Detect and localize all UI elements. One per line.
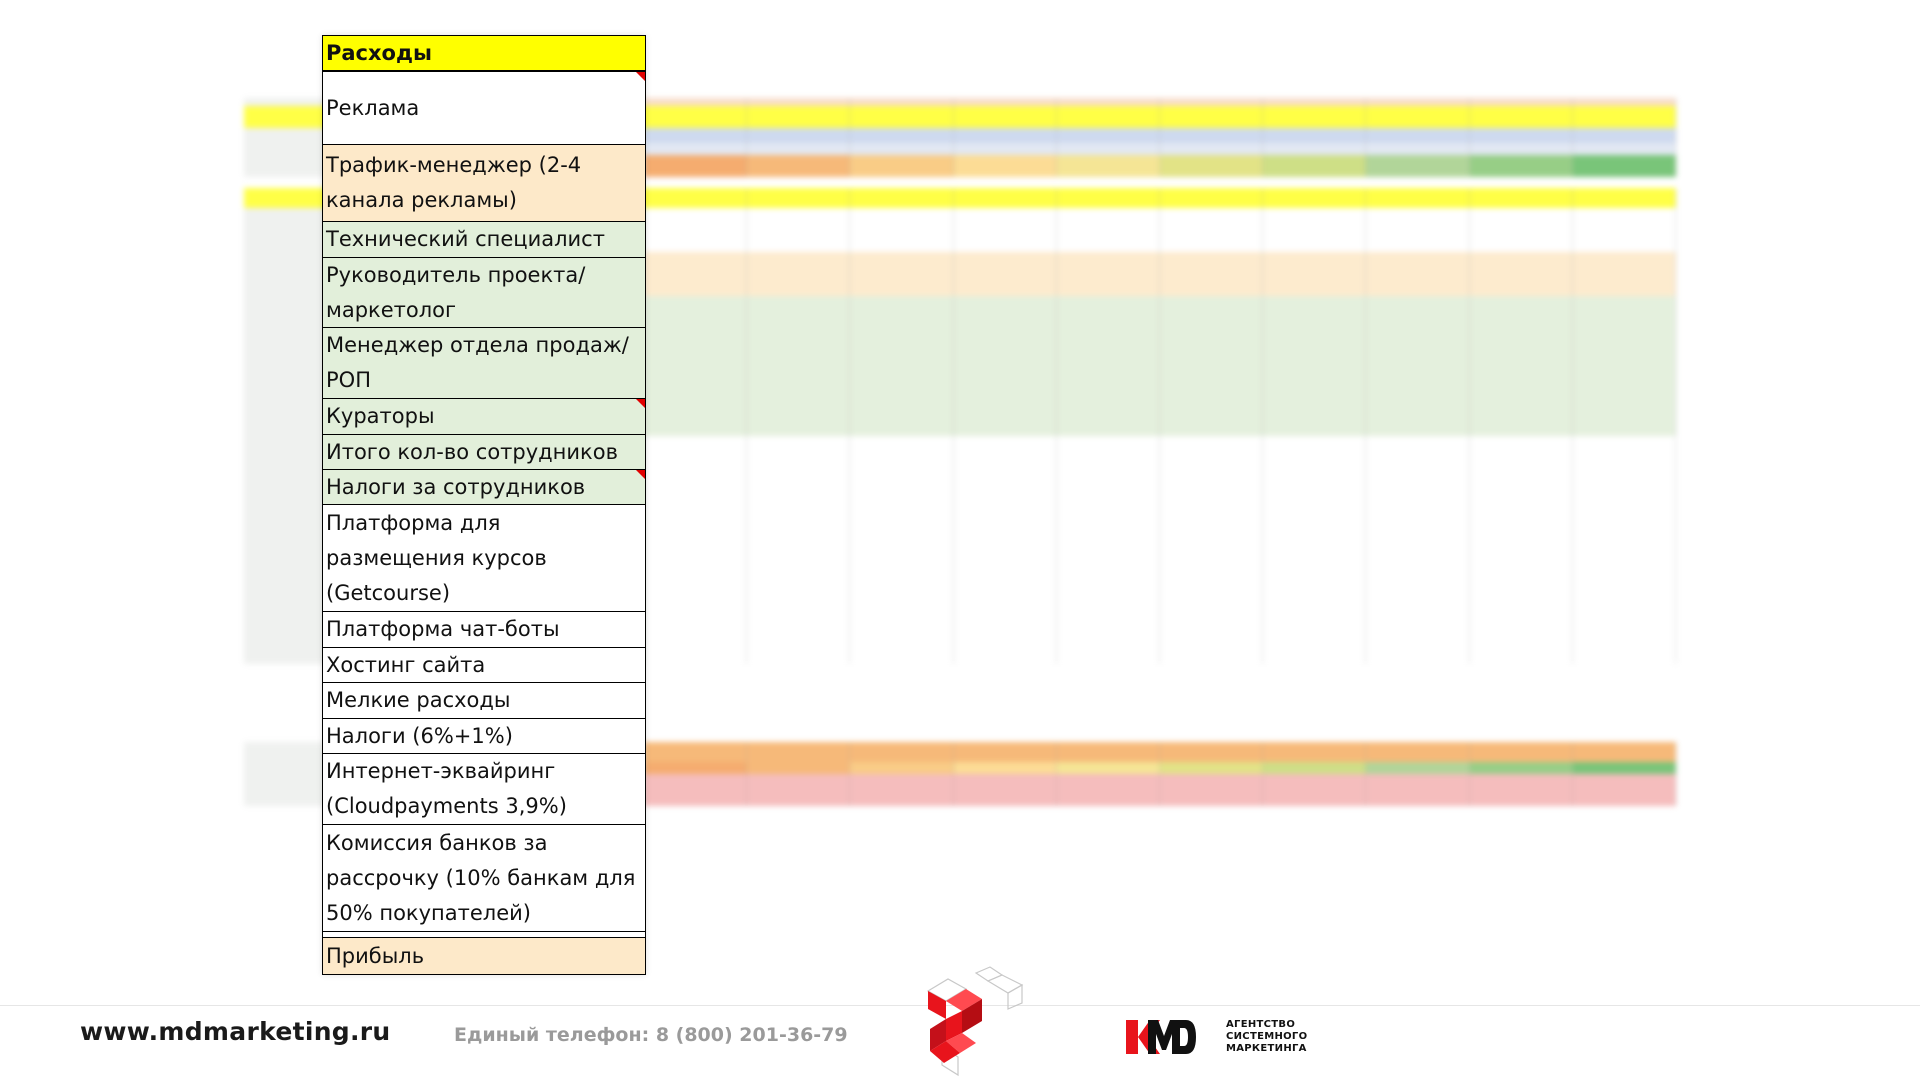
blurred-cell xyxy=(1366,762,1469,774)
blurred-cell xyxy=(747,422,850,436)
blurred-cell xyxy=(1263,143,1366,155)
row-label: Трафик-менеджер (2-4 канала рекламы) xyxy=(326,153,582,212)
blurred-cell xyxy=(1263,98,1366,106)
blurred-cell xyxy=(1057,252,1160,296)
blurred-cell xyxy=(1263,526,1366,542)
blurred-cell xyxy=(954,774,1057,806)
blurred-cell xyxy=(1057,526,1160,542)
blurred-cell xyxy=(1160,614,1263,664)
blurred-cell xyxy=(747,340,850,354)
blurred-cell xyxy=(1263,384,1366,408)
blurred-cell xyxy=(1057,340,1160,354)
blurred-cell xyxy=(644,155,747,177)
blurred-cell xyxy=(1366,318,1469,340)
blurred-cell xyxy=(747,542,850,564)
blurred-cell xyxy=(850,774,953,806)
blurred-cell xyxy=(644,742,747,762)
blurred-cell xyxy=(644,408,747,422)
blurred-cell xyxy=(1263,208,1366,252)
blurred-cell xyxy=(954,128,1057,143)
row-label: Прибыль xyxy=(326,943,425,968)
row-label: Платформа чат-боты xyxy=(326,617,560,641)
blurred-cell xyxy=(1573,564,1676,614)
blurred-cell xyxy=(644,422,747,436)
blurred-cell xyxy=(850,614,953,664)
blurred-cell xyxy=(1057,318,1160,340)
blurred-cell xyxy=(644,98,747,106)
blurred-cell xyxy=(954,143,1057,155)
blurred-cell xyxy=(850,340,953,354)
blurred-cell xyxy=(747,98,850,106)
table-row xyxy=(323,435,645,470)
blurred-cell xyxy=(1573,542,1676,564)
website-url[interactable]: www.mdmarketing.ru xyxy=(80,1017,391,1046)
blurred-cell xyxy=(954,318,1057,340)
table-row xyxy=(323,470,645,505)
blurred-cell xyxy=(1160,155,1263,177)
blurred-cell xyxy=(1160,408,1263,422)
blurred-cell xyxy=(1573,408,1676,422)
table-row xyxy=(323,648,645,683)
blurred-cell xyxy=(1366,408,1469,422)
blurred-cell xyxy=(850,384,953,408)
table-row xyxy=(323,754,645,825)
blurred-cell xyxy=(747,512,850,526)
blurred-cell xyxy=(644,384,747,408)
blurred-cell xyxy=(1057,98,1160,106)
blurred-cell xyxy=(1573,762,1676,774)
blurred-cell xyxy=(850,188,953,208)
blurred-cell xyxy=(1160,208,1263,252)
blurred-cell xyxy=(1160,340,1263,354)
blurred-cell xyxy=(954,742,1057,762)
blurred-cell xyxy=(1470,296,1573,318)
table-row xyxy=(323,328,645,399)
blurred-cell xyxy=(1573,188,1676,208)
blurred-cell xyxy=(1366,98,1469,106)
md-brand-logo-icon xyxy=(1126,1016,1196,1058)
brand-tagline-line: АГЕНТСТВО xyxy=(1226,1019,1296,1030)
blurred-cell xyxy=(1470,128,1573,143)
blurred-cell xyxy=(1057,742,1160,762)
blurred-cell xyxy=(1573,98,1676,106)
blurred-cell xyxy=(1160,542,1263,564)
blurred-cell xyxy=(747,762,850,774)
blurred-cell xyxy=(1470,143,1573,155)
blurred-cell xyxy=(1470,155,1573,177)
blurred-cell xyxy=(954,762,1057,774)
blurred-cell xyxy=(1057,496,1160,512)
blurred-cell xyxy=(1366,354,1469,384)
blurred-cell xyxy=(1263,422,1366,436)
blurred-cell xyxy=(747,614,850,664)
blurred-cell xyxy=(747,742,850,762)
blurred-cell xyxy=(1263,318,1366,340)
blurred-cell xyxy=(1057,354,1160,384)
blurred-cell xyxy=(644,208,747,252)
blurred-cell xyxy=(644,564,747,614)
blurred-cell xyxy=(850,512,953,526)
table-row xyxy=(323,72,645,145)
blurred-cell xyxy=(1160,564,1263,614)
blurred-cell xyxy=(1366,128,1469,143)
blurred-cell xyxy=(954,408,1057,422)
blurred-cell xyxy=(954,208,1057,252)
blurred-cell xyxy=(1263,742,1366,762)
row-label: Кураторы xyxy=(326,404,435,428)
blurred-cell xyxy=(850,318,953,340)
blurred-cell xyxy=(1470,318,1573,340)
blurred-cell xyxy=(644,143,747,155)
blurred-cell xyxy=(747,408,850,422)
blurred-cell xyxy=(1366,252,1469,296)
blurred-cell xyxy=(1470,526,1573,542)
blurred-cell xyxy=(644,496,747,512)
blurred-cell xyxy=(1470,188,1573,208)
blurred-cell xyxy=(1470,422,1573,436)
blurred-cell xyxy=(1366,742,1469,762)
blurred-cell xyxy=(1263,106,1366,128)
blurred-cell xyxy=(1573,422,1676,436)
blurred-cell xyxy=(954,155,1057,177)
blurred-cell xyxy=(1366,496,1469,512)
blurred-cell xyxy=(1573,526,1676,542)
blurred-cell xyxy=(644,128,747,143)
blurred-cell xyxy=(850,742,953,762)
table-row xyxy=(323,683,645,719)
blurred-cell xyxy=(1366,614,1469,664)
blurred-cell xyxy=(1470,542,1573,564)
table-row xyxy=(323,719,645,754)
blurred-cell xyxy=(850,155,953,177)
blurred-cell xyxy=(1057,155,1160,177)
blurred-cell xyxy=(850,252,953,296)
blurred-cell xyxy=(954,98,1057,106)
blurred-cell xyxy=(1263,436,1366,496)
blurred-cell xyxy=(1366,384,1469,408)
blurred-cell xyxy=(1160,512,1263,526)
blurred-cell xyxy=(1470,384,1573,408)
blurred-cell xyxy=(1263,614,1366,664)
blurred-cell xyxy=(1470,408,1573,422)
blurred-cell xyxy=(1057,384,1160,408)
blurred-cell xyxy=(1160,742,1263,762)
blurred-cell xyxy=(954,252,1057,296)
blurred-cell xyxy=(954,296,1057,318)
row-label: Платформа для размещения курсов (Getcourse) xyxy=(326,510,547,605)
blurred-cell xyxy=(1160,436,1263,496)
blurred-cell xyxy=(1057,128,1160,143)
blurred-cell xyxy=(1263,774,1366,806)
blurred-cell xyxy=(1263,354,1366,384)
blurred-cell xyxy=(1573,143,1676,155)
table-row xyxy=(323,825,645,932)
blurred-cell xyxy=(1573,512,1676,526)
table-row xyxy=(323,505,645,612)
blurred-cell xyxy=(1573,436,1676,496)
blurred-cell xyxy=(1366,106,1469,128)
blurred-cell xyxy=(1573,155,1676,177)
blurred-cell xyxy=(1573,354,1676,384)
blurred-cell xyxy=(1366,564,1469,614)
blurred-cell xyxy=(1573,384,1676,408)
blurred-cell xyxy=(1470,564,1573,614)
blurred-cell xyxy=(1573,106,1676,128)
blurred-cell xyxy=(1366,422,1469,436)
blurred-cell xyxy=(1470,208,1573,252)
expenses-table xyxy=(322,35,646,975)
blurred-cell xyxy=(1057,143,1160,155)
blurred-cell xyxy=(1160,106,1263,128)
blurred-cell xyxy=(1160,774,1263,806)
blurred-cell xyxy=(747,384,850,408)
blurred-cell xyxy=(1057,774,1160,806)
blurred-cell xyxy=(747,252,850,296)
blurred-cell xyxy=(747,564,850,614)
blurred-cell xyxy=(1366,436,1469,496)
blurred-cell xyxy=(1573,208,1676,252)
blurred-cell xyxy=(1263,128,1366,143)
blurred-cell xyxy=(747,143,850,155)
blurred-cell xyxy=(1573,128,1676,143)
row-label: Налоги (6%+1%) xyxy=(326,723,513,748)
blurred-cell xyxy=(644,106,747,128)
blurred-cell xyxy=(850,422,953,436)
blurred-cell xyxy=(1057,422,1160,436)
blurred-cell xyxy=(1263,340,1366,354)
row-label: Менеджер отдела продаж/ РОП xyxy=(326,333,629,392)
blurred-cell xyxy=(1160,128,1263,143)
blurred-cell xyxy=(1263,542,1366,564)
blurred-cell xyxy=(747,155,850,177)
blurred-cell xyxy=(1366,296,1469,318)
blurred-cell xyxy=(954,188,1057,208)
row-label: Технический специалист xyxy=(326,227,605,251)
blurred-cell xyxy=(1470,512,1573,526)
blurred-cell xyxy=(644,436,747,496)
blurred-cell xyxy=(1470,106,1573,128)
blurred-cell xyxy=(644,252,747,296)
blurred-cell xyxy=(954,436,1057,496)
blurred-cell xyxy=(1057,436,1160,496)
blurred-cell xyxy=(1263,155,1366,177)
comment-indicator-icon xyxy=(636,399,645,408)
blurred-cell xyxy=(1573,774,1676,806)
blurred-cell xyxy=(954,564,1057,614)
blurred-cell xyxy=(1160,188,1263,208)
blurred-cell xyxy=(1057,106,1160,128)
blurred-cell xyxy=(954,542,1057,564)
blurred-cell xyxy=(747,318,850,340)
blurred-cell xyxy=(1057,762,1160,774)
blurred-cell xyxy=(1470,742,1573,762)
blurred-cell xyxy=(1366,512,1469,526)
blurred-cell xyxy=(954,512,1057,526)
blurred-cell xyxy=(850,436,953,496)
blurred-cell xyxy=(1160,526,1263,542)
blurred-cell xyxy=(1573,614,1676,664)
blurred-cell xyxy=(1470,340,1573,354)
blurred-cell xyxy=(747,496,850,512)
table-row xyxy=(323,145,645,222)
blurred-cell xyxy=(1263,762,1366,774)
blurred-cell xyxy=(1470,436,1573,496)
blurred-cell xyxy=(1470,354,1573,384)
blurred-cell xyxy=(1160,143,1263,155)
blurred-cell xyxy=(1366,774,1469,806)
blurred-cell xyxy=(747,526,850,542)
blurred-cell xyxy=(747,296,850,318)
blurred-cell xyxy=(1160,422,1263,436)
blurred-cell xyxy=(850,542,953,564)
blurred-cell xyxy=(644,774,747,806)
row-label: Реклама xyxy=(326,95,420,120)
blurred-cell xyxy=(1263,296,1366,318)
blurred-cell xyxy=(1366,526,1469,542)
blurred-cell xyxy=(954,496,1057,512)
blurred-cell xyxy=(644,526,747,542)
blurred-cell xyxy=(954,354,1057,384)
blurred-cell xyxy=(747,106,850,128)
blurred-cell xyxy=(747,354,850,384)
blurred-cell xyxy=(850,408,953,422)
blurred-cell xyxy=(1263,252,1366,296)
blurred-cell xyxy=(954,614,1057,664)
blurred-cell xyxy=(1470,774,1573,806)
blurred-cell xyxy=(850,208,953,252)
blurred-cell xyxy=(1573,340,1676,354)
blurred-cell xyxy=(850,354,953,384)
blurred-cell xyxy=(1057,614,1160,664)
blurred-cell xyxy=(747,188,850,208)
blurred-cell xyxy=(1057,542,1160,564)
table-row xyxy=(323,222,645,258)
row-label: Интернет-эквайринг (Cloudpayments 3,9%) xyxy=(326,759,567,818)
blurred-cell xyxy=(644,614,747,664)
blurred-cell xyxy=(850,762,953,774)
blurred-cell xyxy=(644,762,747,774)
blurred-cell xyxy=(1263,496,1366,512)
table-row xyxy=(323,258,645,328)
blurred-cell xyxy=(1470,496,1573,512)
table-row xyxy=(323,938,645,975)
phone-number: Единый телефон: 8 (800) 201-36-79 xyxy=(454,1024,848,1046)
blurred-cell xyxy=(1057,564,1160,614)
blurred-cell xyxy=(850,296,953,318)
blurred-cell xyxy=(644,340,747,354)
blurred-cell xyxy=(1263,188,1366,208)
blurred-cell xyxy=(644,296,747,318)
blurred-cell xyxy=(850,106,953,128)
blurred-cell xyxy=(1573,742,1676,762)
blurred-cell xyxy=(644,188,747,208)
blurred-cell xyxy=(644,354,747,384)
blurred-cell xyxy=(1160,762,1263,774)
blurred-cell xyxy=(1057,188,1160,208)
blurred-cell xyxy=(850,98,953,106)
blurred-cell xyxy=(1366,143,1469,155)
blurred-cell xyxy=(747,208,850,252)
blurred-cell xyxy=(850,564,953,614)
blurred-cell xyxy=(1160,98,1263,106)
row-label: Комиссия банков за рассрочку (10% банкам для 50% покупателей) xyxy=(326,830,636,925)
blurred-cell xyxy=(1573,296,1676,318)
row-label: Руководитель проекта/маркетолог xyxy=(326,262,586,322)
blurred-cell xyxy=(954,526,1057,542)
blurred-cell xyxy=(644,318,747,340)
blurred-cell xyxy=(1057,408,1160,422)
blurred-cell xyxy=(850,496,953,512)
blurred-cell xyxy=(1470,252,1573,296)
blurred-cell xyxy=(850,128,953,143)
row-label: Хостинг сайта xyxy=(326,652,486,677)
blurred-cell xyxy=(1470,614,1573,664)
blurred-cell xyxy=(850,143,953,155)
brand-tagline xyxy=(1226,1019,1307,1055)
blurred-cell xyxy=(1470,98,1573,106)
blurred-cell xyxy=(1573,318,1676,340)
cube-logo-icon xyxy=(918,963,1028,1080)
blurred-cell xyxy=(1366,208,1469,252)
row-label: Расходы xyxy=(326,40,432,65)
blurred-cell xyxy=(1160,496,1263,512)
blurred-cell xyxy=(1573,252,1676,296)
blurred-cell xyxy=(1160,318,1263,340)
blurred-cell xyxy=(1263,512,1366,526)
blurred-cell xyxy=(644,512,747,526)
comment-indicator-icon xyxy=(636,72,645,81)
comment-indicator-icon xyxy=(636,470,645,479)
blurred-cell xyxy=(747,128,850,143)
blurred-cell xyxy=(1366,155,1469,177)
blurred-cell xyxy=(1160,384,1263,408)
blurred-cell xyxy=(1573,496,1676,512)
blurred-cell xyxy=(1470,762,1573,774)
blurred-cell xyxy=(850,526,953,542)
row-label: Итого кол-во сотрудников xyxy=(326,439,618,464)
row-label: Мелкие расходы xyxy=(326,688,511,712)
blurred-cell xyxy=(747,774,850,806)
blurred-cell xyxy=(954,340,1057,354)
blurred-cell xyxy=(644,542,747,564)
blurred-cell xyxy=(954,384,1057,408)
blurred-cell xyxy=(1366,542,1469,564)
blurred-cell xyxy=(1160,296,1263,318)
blurred-cell xyxy=(1057,208,1160,252)
table-row xyxy=(323,612,645,648)
blurred-cell xyxy=(747,436,850,496)
blurred-cell xyxy=(1366,340,1469,354)
blurred-cell xyxy=(1057,296,1160,318)
blurred-cell xyxy=(954,422,1057,436)
table-row xyxy=(323,399,645,435)
blurred-cell xyxy=(1263,408,1366,422)
blurred-cell xyxy=(1160,252,1263,296)
blurred-cell xyxy=(954,106,1057,128)
table-header-row xyxy=(323,35,645,72)
blurred-cell xyxy=(1263,564,1366,614)
blurred-cell xyxy=(1057,512,1160,526)
brand-tagline-line: МАРКЕТИНГА xyxy=(1226,1043,1307,1054)
blurred-cell xyxy=(1160,354,1263,384)
brand-tagline-line: СИСТЕМНОГО xyxy=(1226,1031,1308,1042)
row-label: Налоги за сотрудников xyxy=(326,474,586,499)
blurred-cell xyxy=(1366,188,1469,208)
